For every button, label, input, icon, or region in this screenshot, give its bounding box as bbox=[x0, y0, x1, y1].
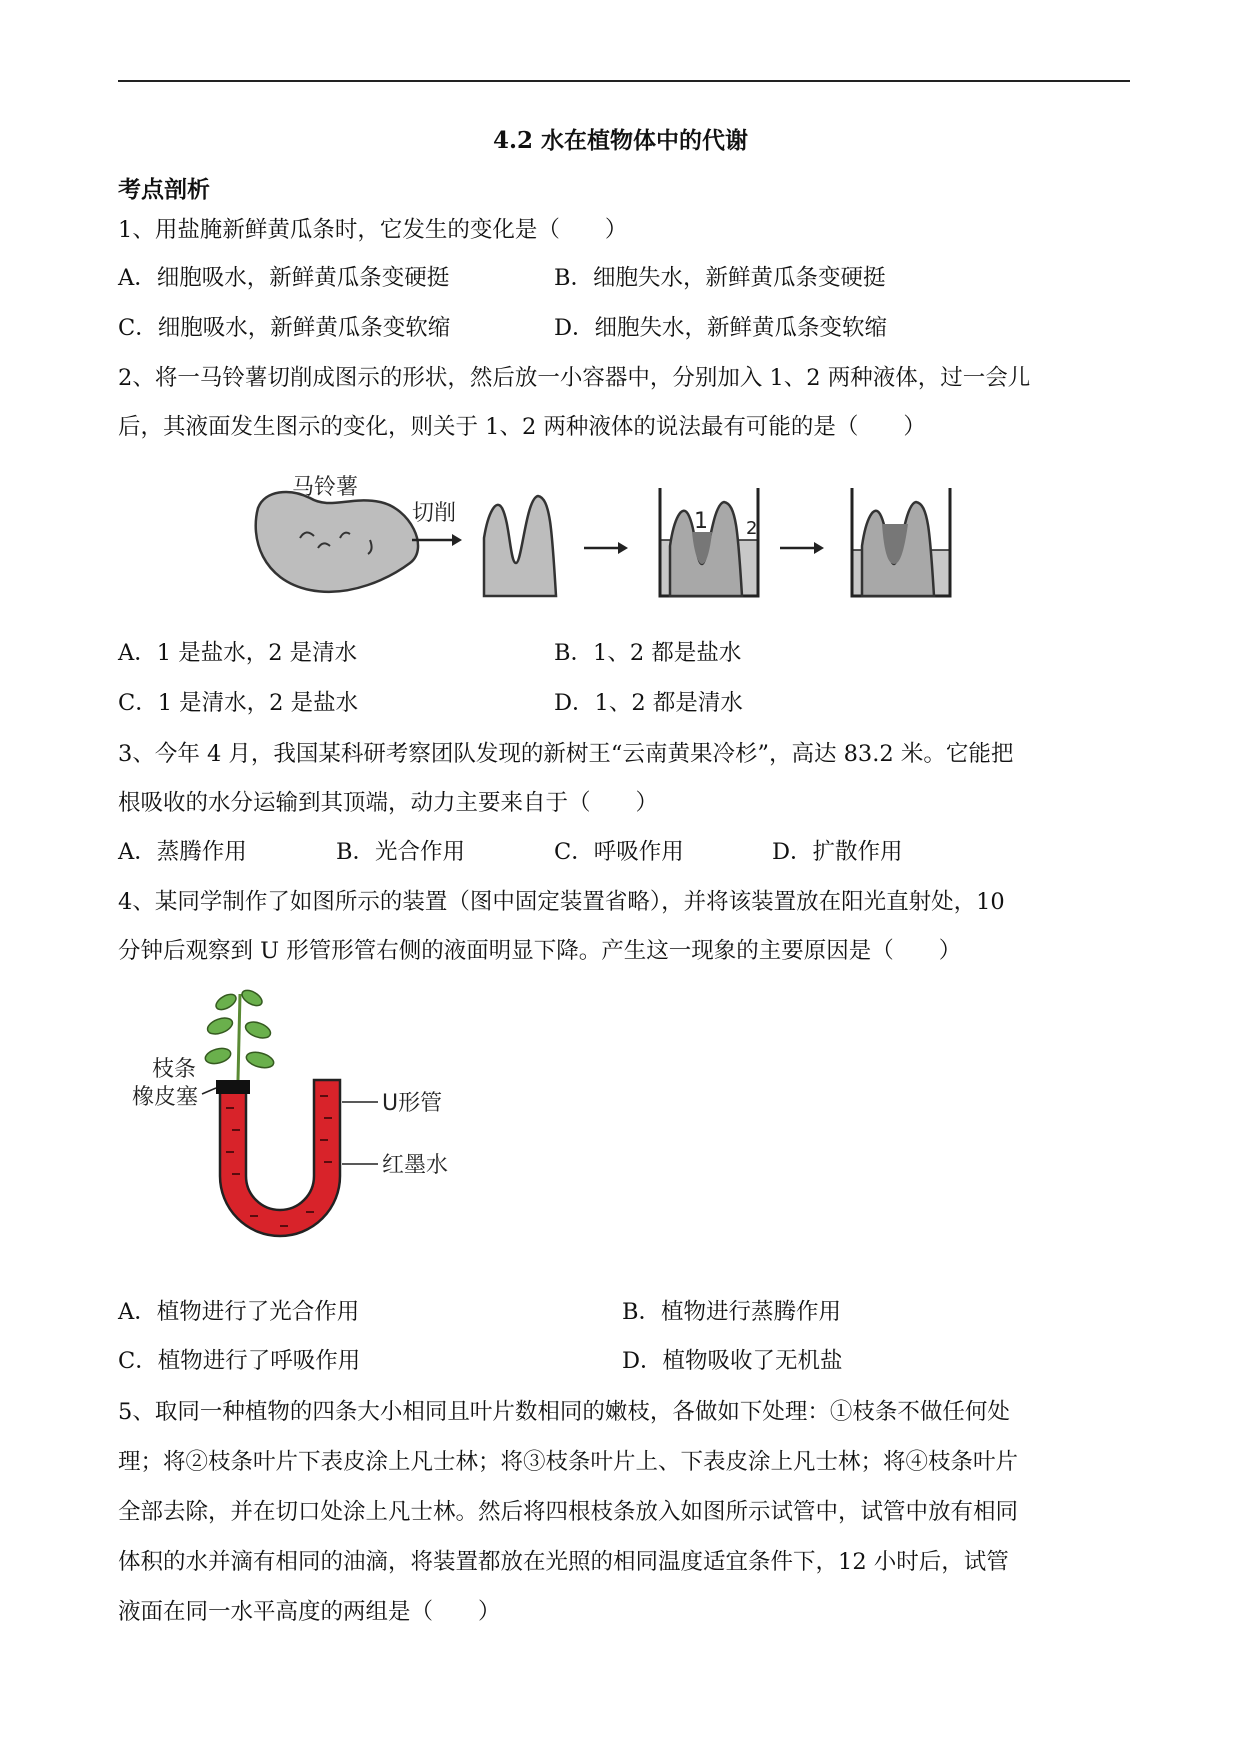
q4-figure bbox=[130, 980, 470, 1250]
potato-label: 马铃薯 bbox=[292, 475, 359, 500]
q2-figure bbox=[240, 468, 980, 608]
q4-option-c: C．植物进行了呼吸作用 bbox=[118, 1348, 361, 1374]
cut-potato bbox=[484, 496, 556, 596]
q3-option-d: D．扩散作用 bbox=[772, 839, 903, 865]
q1-stem: 1、用盐腌新鲜黄瓜条时，它发生的变化是（ ） bbox=[118, 217, 628, 243]
page-title: 4.2 水在植物体中的代谢 bbox=[492, 127, 749, 154]
potato-shape bbox=[256, 492, 418, 592]
q4-option-b: B．植物进行蒸腾作用 bbox=[622, 1299, 842, 1325]
q5-line2: 理；将②枝条叶片下表皮涂上凡士林；将③枝条叶片上、下表皮涂上凡士林；将④枝条叶片 bbox=[118, 1449, 1019, 1475]
q1-option-c: C．细胞吸水，新鲜黄瓜条变软缩 bbox=[118, 315, 451, 341]
stopper-label: 橡皮塞 bbox=[132, 1085, 199, 1110]
q4-option-a: A．植物进行了光合作用 bbox=[118, 1299, 360, 1325]
q4-stem-line1: 4、某同学制作了如图所示的装置（图中固定装置省略），并将该装置放在阳光直射处，10 bbox=[118, 889, 1005, 915]
q3-option-b: B．光合作用 bbox=[336, 839, 466, 865]
u-tube-label: U形管 bbox=[382, 1091, 443, 1116]
q2-option-a: A．1 是盐水，2 是清水 bbox=[118, 640, 358, 666]
q2-option-d: D．1、2 都是清水 bbox=[554, 690, 743, 716]
branch-label: 枝条 bbox=[152, 1057, 197, 1082]
q2-option-c: C．1 是清水，2 是盐水 bbox=[118, 690, 359, 716]
q3-stem-line2: 根吸收的水分运输到其顶端，动力主要来自于（ ） bbox=[118, 790, 659, 816]
q2-option-b: B．1、2 都是盐水 bbox=[554, 640, 742, 666]
q4-option-d: D．植物吸收了无机盐 bbox=[622, 1348, 843, 1374]
cut-label: 切削 bbox=[412, 501, 457, 526]
q4-stem-line2: 分钟后观察到 U 形管形管右侧的液面明显下降。产生这一现象的主要原因是（ ） bbox=[118, 938, 962, 964]
q5-line5: 液面在同一水平高度的两组是（ ） bbox=[118, 1599, 501, 1625]
q2-stem-line2: 后，其液面发生图示的变化，则关于 1、2 两种液体的说法最有可能的是（ ） bbox=[118, 414, 926, 440]
header-rule bbox=[118, 80, 1130, 82]
q1-option-b: B．细胞失水，新鲜黄瓜条变硬挺 bbox=[554, 265, 886, 291]
q5-line4: 体积的水并滴有相同的油滴，将装置都放在光照的相同温度适宜条件下，12 小时后，试管 bbox=[118, 1549, 1009, 1575]
q5-line1: 5、取同一种植物的四条大小相同且叶片数相同的嫩枝，各做如下处理：①枝条不做任何处 bbox=[118, 1399, 1010, 1425]
q5-line3: 全部去除，并在切口处涂上凡士林。然后将四根枝条放入如图所示试管中，试管中放有相同 bbox=[118, 1499, 1019, 1525]
liquid-2-label: 2 bbox=[746, 518, 758, 539]
section-heading: 考点剖析 bbox=[118, 176, 210, 203]
u-tube bbox=[220, 1080, 340, 1236]
liquid-1-label: 1 bbox=[694, 509, 708, 534]
rubber-stopper bbox=[216, 1080, 250, 1094]
red-ink-label: 红墨水 bbox=[382, 1153, 449, 1178]
q2-stem-line1: 2、将一马铃薯切削成图示的形状，然后放一小容器中，分别加入 1、2 两种液体，过一会儿 bbox=[118, 365, 1031, 391]
q3-stem-line1: 3、今年 4 月，我国某科研考察团队发现的新树王“云南黄果冷杉”，高达 83.2 米。它能把 bbox=[118, 741, 1014, 767]
q1-option-d: D．细胞失水，新鲜黄瓜条变软缩 bbox=[554, 315, 888, 341]
q3-option-c: C．呼吸作用 bbox=[554, 839, 684, 865]
q1-option-a: A．细胞吸水，新鲜黄瓜条变硬挺 bbox=[118, 265, 450, 291]
q3-option-a: A．蒸腾作用 bbox=[118, 839, 247, 865]
